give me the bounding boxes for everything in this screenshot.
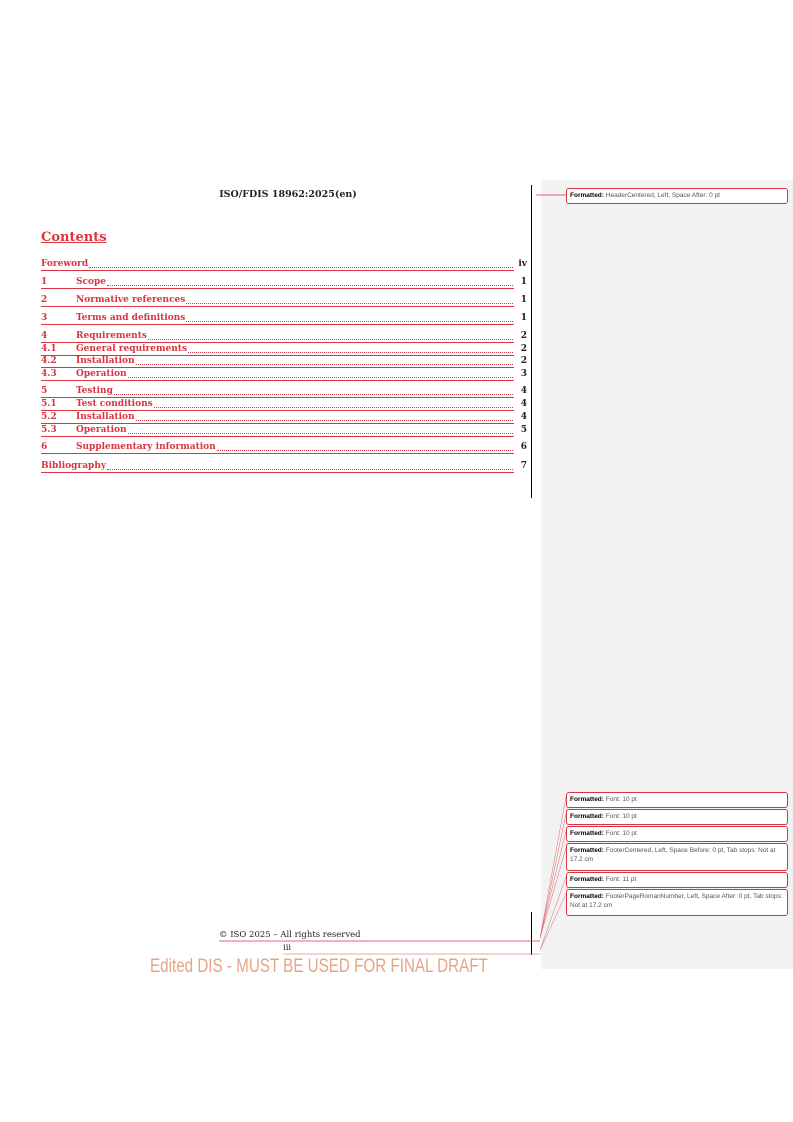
toc-number: 4 <box>41 331 48 341</box>
comment-text: Font: 10 pt <box>605 796 637 803</box>
toc-page: 4 <box>520 412 527 422</box>
toc-page: 3 <box>520 369 527 379</box>
toc-label: Supplementary information <box>76 442 216 452</box>
comment-tag: Formatted: <box>570 876 604 883</box>
toc-title: Contents <box>41 230 107 245</box>
toc-page: 4 <box>520 399 527 409</box>
toc-page: 6 <box>520 442 527 452</box>
toc-label: Testing <box>76 386 113 396</box>
toc-page: 2 <box>520 356 527 366</box>
connector-line <box>540 797 566 938</box>
toc-label: Installation <box>76 412 135 422</box>
toc-label: Operation <box>76 425 127 435</box>
comment-tag: Formatted: <box>570 893 604 900</box>
toc-page: 4 <box>520 386 527 396</box>
toc-number: 5.3 <box>41 425 57 435</box>
toc-page: 7 <box>520 461 527 471</box>
toc-label: Bibliography <box>41 461 107 471</box>
toc-label: Terms and definitions <box>76 313 186 323</box>
footer-copyright: © ISO 2025 – All rights reserved <box>219 930 361 940</box>
toc-number: 4.3 <box>41 369 57 379</box>
comment-tag: Formatted: <box>570 830 604 837</box>
toc-number: 4.2 <box>41 356 57 366</box>
toc-label: Scope <box>76 277 107 287</box>
toc-page: 1 <box>520 295 527 305</box>
toc-number: 6 <box>41 442 48 452</box>
toc-page: 2 <box>520 344 527 354</box>
toc-number: 2 <box>41 295 48 305</box>
comment-tag: Formatted: <box>570 813 604 820</box>
toc-number: 3 <box>41 313 48 323</box>
toc-page: 5 <box>520 425 527 435</box>
toc-number: 5.1 <box>41 399 57 409</box>
toc-number: 4.1 <box>41 344 57 354</box>
connector-line <box>540 848 566 938</box>
comment-text: HeaderCentered, Left, Space After: 0 pt <box>605 192 720 199</box>
comment-text: Font: 10 pt <box>605 813 637 820</box>
toc-page: 1 <box>520 277 527 287</box>
toc-page: iv <box>518 259 527 269</box>
comment-text: FooterCentered, Left, Space Before: 0 pt, Tab stops: Not at 17.2 cm <box>570 847 776 863</box>
comment-tag: Formatted: <box>570 847 604 854</box>
toc-label: Operation <box>76 369 127 379</box>
connector-line <box>540 877 566 950</box>
comment-text: Font: 11 pt <box>605 876 637 883</box>
toc-label: Foreword <box>41 259 89 269</box>
page-number: iii <box>283 943 292 953</box>
toc-number: 5 <box>41 386 48 396</box>
toc-label: General requirements <box>76 344 188 354</box>
document-header: ISO/FDIS 18962:2025(en) <box>219 189 357 200</box>
toc-number: 1 <box>41 277 48 287</box>
toc-label: Test conditions <box>76 399 153 409</box>
comment-text: Font: 10 pt <box>605 830 637 837</box>
toc-label: Installation <box>76 356 135 366</box>
toc-label: Requirements <box>76 331 147 341</box>
connector-line <box>540 814 566 938</box>
comment-tag: Formatted: <box>570 192 604 199</box>
comment-tag: Formatted: <box>570 796 604 803</box>
comment-text: FooterPageRomanNumber, Left, Space After: 0 pt, Tab stops: Not at 17.2 cm <box>570 893 783 909</box>
toc-page: 1 <box>520 313 527 323</box>
watermark: Edited DIS - MUST BE USED FOR FINAL DRAFT <box>150 956 488 977</box>
toc-number: 5.2 <box>41 412 57 422</box>
toc-label: Normative references <box>76 295 186 305</box>
toc-page: 2 <box>520 331 527 341</box>
